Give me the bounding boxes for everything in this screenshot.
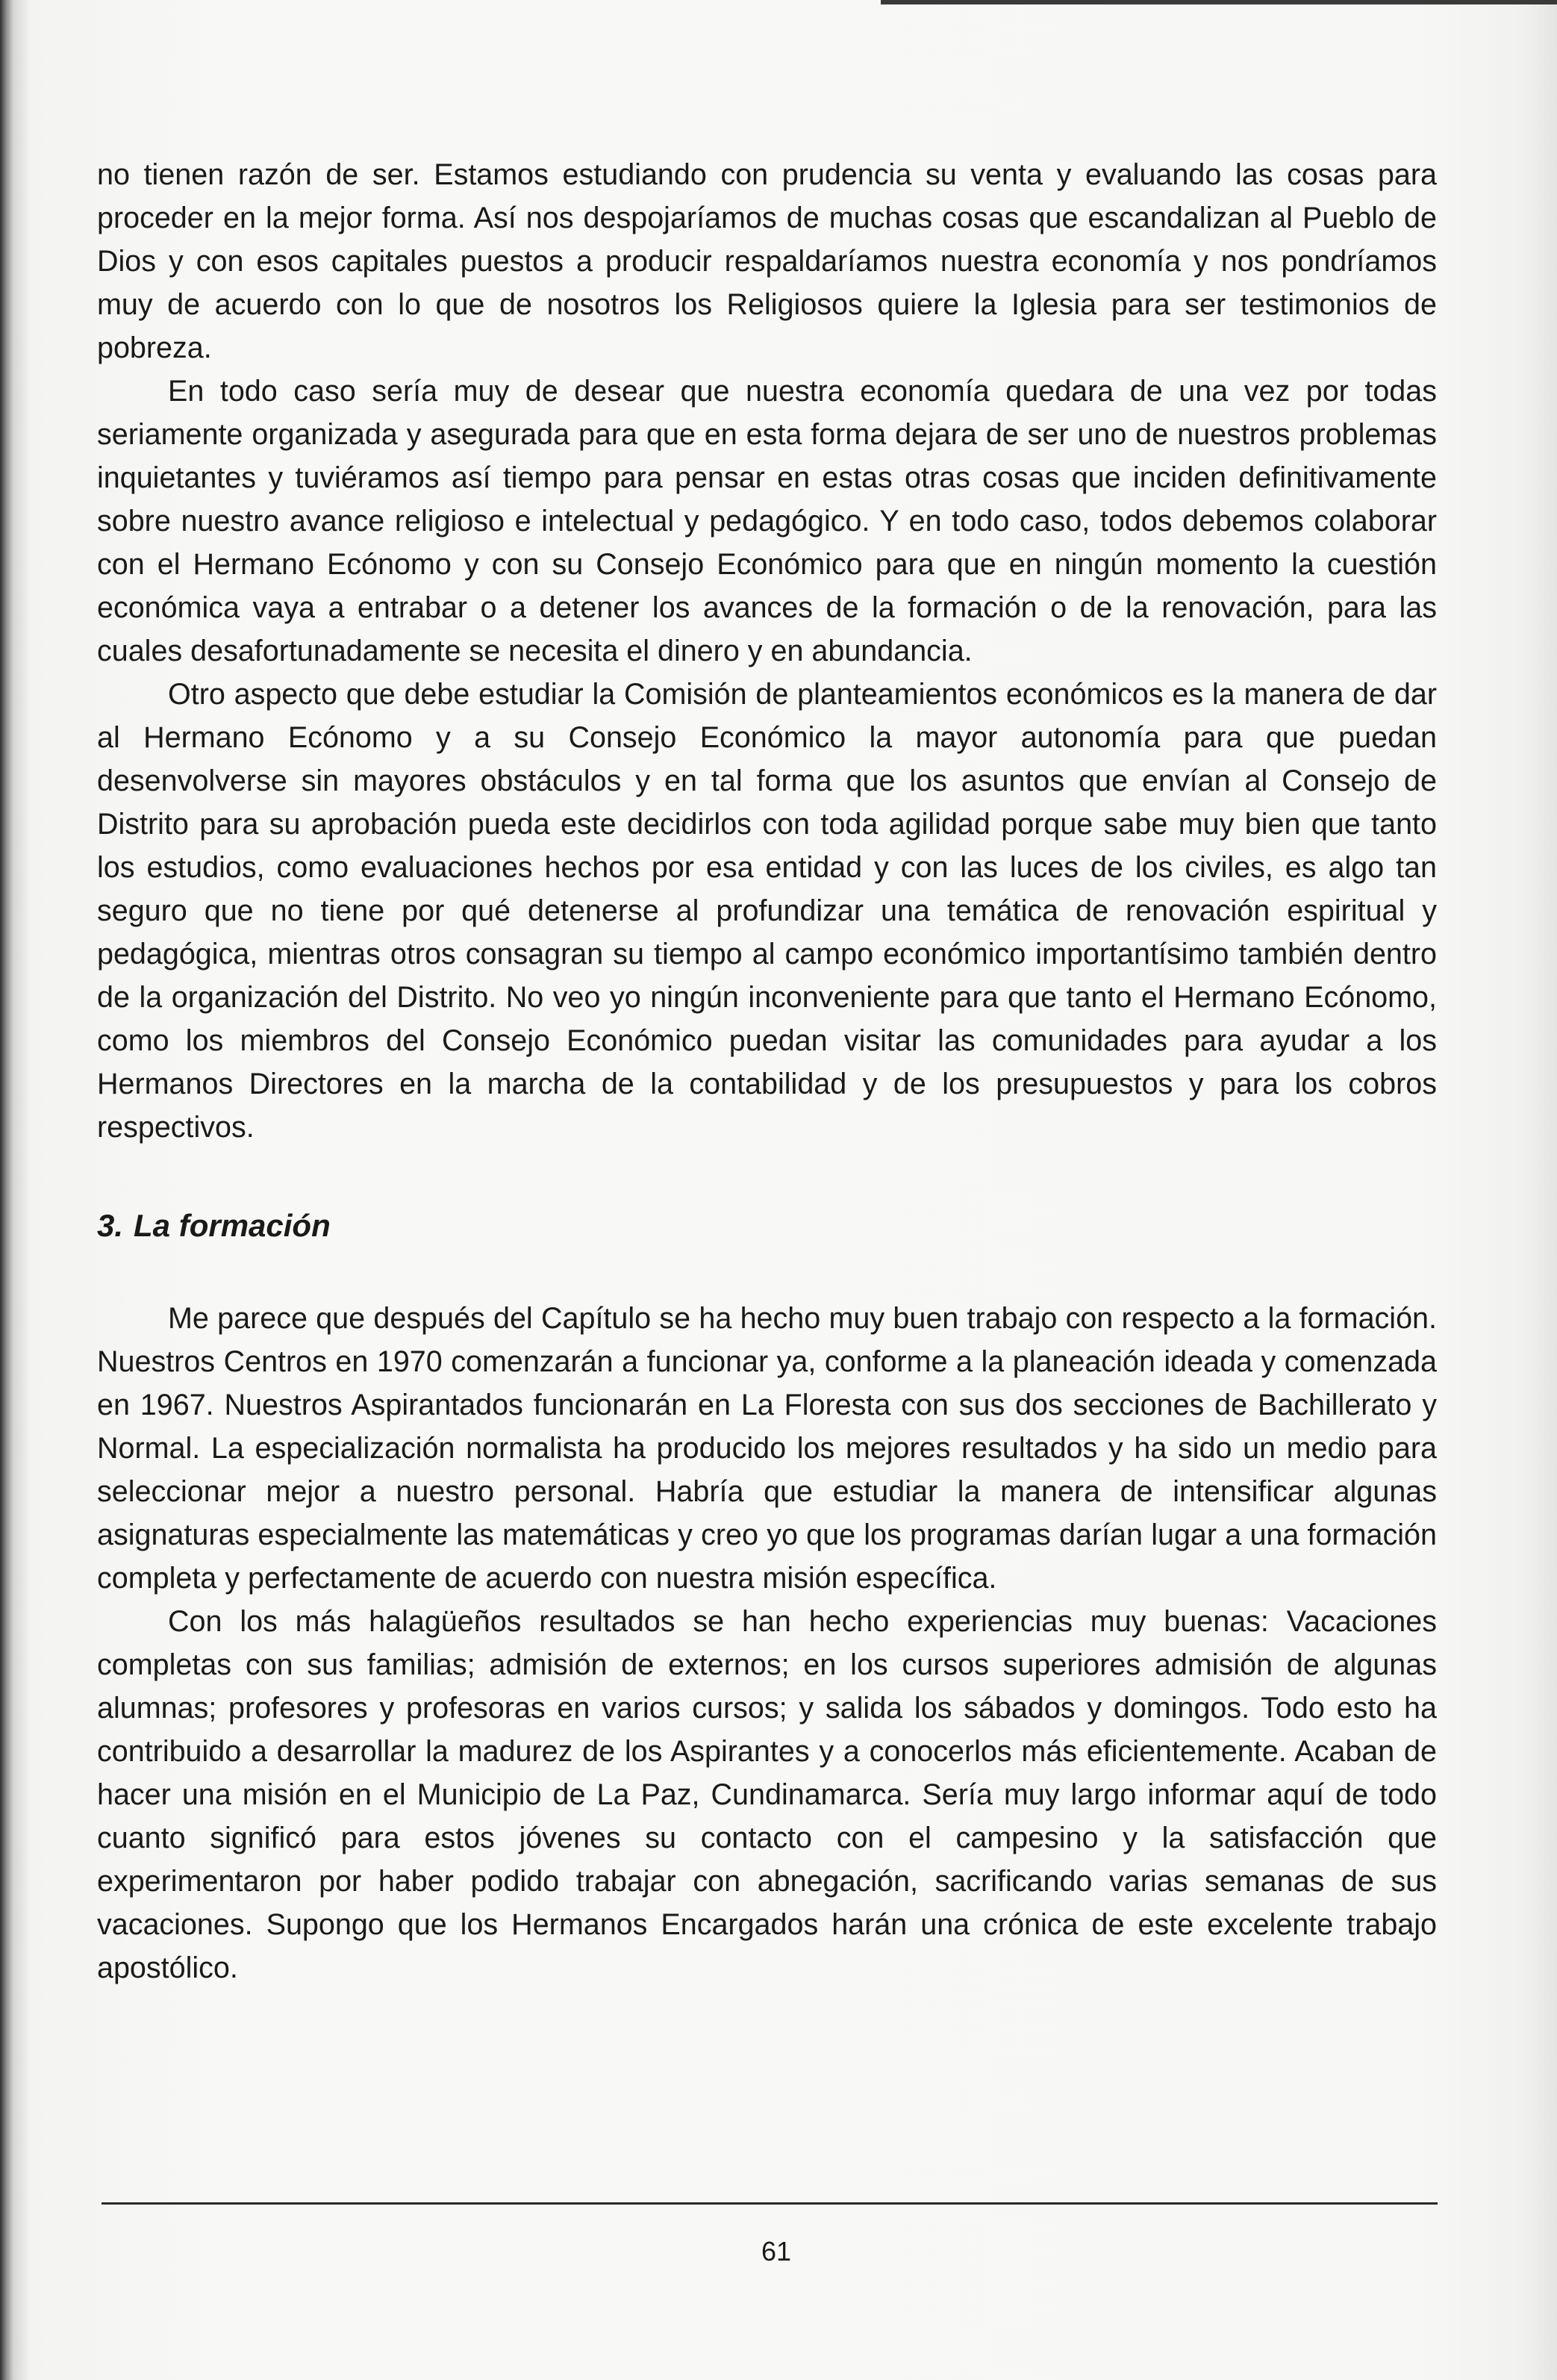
section-heading bbox=[97, 1204, 1437, 1247]
paragraph-formation: Me parece que después del Capítulo se ha hecho muy buen trabajo con respecto a la formación. Nuestros Centros en 1970 comenzarán a funcionar ya, conforme a la planeación ideada y comenzada en 1967. Nuestros Aspirantados funcionarán en La Floresta con sus dos secciones de Bachillerato y Normal. La especialización normalista ha producido los mejores resultados y ha sido un medio para seleccionar mejor a nuestro personal. Habría que estudiar la manera de intensificar algunas asignaturas especialmente las matemáticas y creo yo que los programas darían lugar a una formación completa y perfectamente de acuerdo con nuestra misión específica. bbox=[97, 1302, 1437, 1595]
section-title: La formación bbox=[134, 1208, 331, 1243]
section-body bbox=[97, 1297, 1437, 1990]
footer-rule bbox=[102, 2202, 1438, 2205]
section-number: 3. bbox=[97, 1208, 124, 1243]
paragraph-experiences: Con los más halagüeños resultados se han hecho experiencias muy buenas: Vacaciones completas con sus familias; admisión de externos; en los cursos superiores admisión de algunas alumnas; profesores y profesoras en varios cursos; y salida los sábados y domingos. Todo esto ha contribuido a desarrollar la madurez de los Aspirantes y a conocerlos más eficientemente. Acaban de hacer una misión en el Municipio de La Paz, Cundinamarca. Sería muy largo informar aquí de todo cuanto significó para estos jóvenes su contacto con el campesino y la satisfacción que experimentaron por haber podido trabajar con abnegación, sacrificando varias semanas de sus vacaciones. Supongo que los Hermanos Encargados harán una crónica de este excelente trabajo apostólico. bbox=[97, 1605, 1437, 1984]
page-number: 61 bbox=[761, 2236, 792, 2267]
paragraph-economy: En todo caso sería muy de desear que nuestra economía quedara de una vez por todas seriamente organizada y asegurada para que en esta forma dejara de ser uno de nuestros problemas inquietantes y tuviéramos así tiempo para pensar en estas otras cosas que inciden definitivamente sobre nuestro avance religioso e intelectual y pedagógico. Y en todo caso, todos debemos colaborar con el Hermano Ecónomo y con su Consejo Económico para que en ningún momento la cuestión económica vaya a entrabar o a detener los avances de la formación o de la renovación, para las cuales desafortunadamente se necesita el dinero y en abundancia. bbox=[97, 375, 1437, 667]
paragraph-continuation: no tienen razón de ser. Estamos estudiando con prudencia su venta y evaluando las cosas para proceder en la mejor forma. Así nos despojaríamos de muchas cosas que escandalizan al Pueblo de Dios y con esos capitales puestos a producir respaldaríamos nuestra economía y nos pondríamos muy de acuerdo con lo que de nosotros los Religiosos quiere la Iglesia para ser testimonios de pobreza. bbox=[97, 158, 1437, 364]
body-text bbox=[97, 153, 1437, 1990]
page-top-edge bbox=[881, 0, 1557, 4]
paragraph-commission: Otro aspecto que debe estudiar la Comisión de planteamientos económicos es la manera de dar al Hermano Ecónomo y a su Consejo Económico la mayor autonomía para que puedan desenvolverse sin mayores obstáculos y en tal forma que los asuntos que envían al Consejo de Distrito para su aprobación pueda este decidirlos con toda agilidad porque sabe muy bien que tanto los estudios, como evaluaciones hechos por esa entidad y con las luces de los civiles, es algo tan seguro que no tiene por qué detenerse al profundizar una temática de renovación espiritual y pedagógica, mientras otros consagran su tiempo al campo económico importantísimo también dentro de la organización del Distrito. No veo yo ningún inconveniente para que tanto el Hermano Ecónomo, como los miembros del Consejo Económico puedan visitar las comunidades para ayudar a los Hermanos Directores en la marcha de la contabilidad y de los presupuestos y para los cobros respectivos. bbox=[97, 678, 1437, 1144]
